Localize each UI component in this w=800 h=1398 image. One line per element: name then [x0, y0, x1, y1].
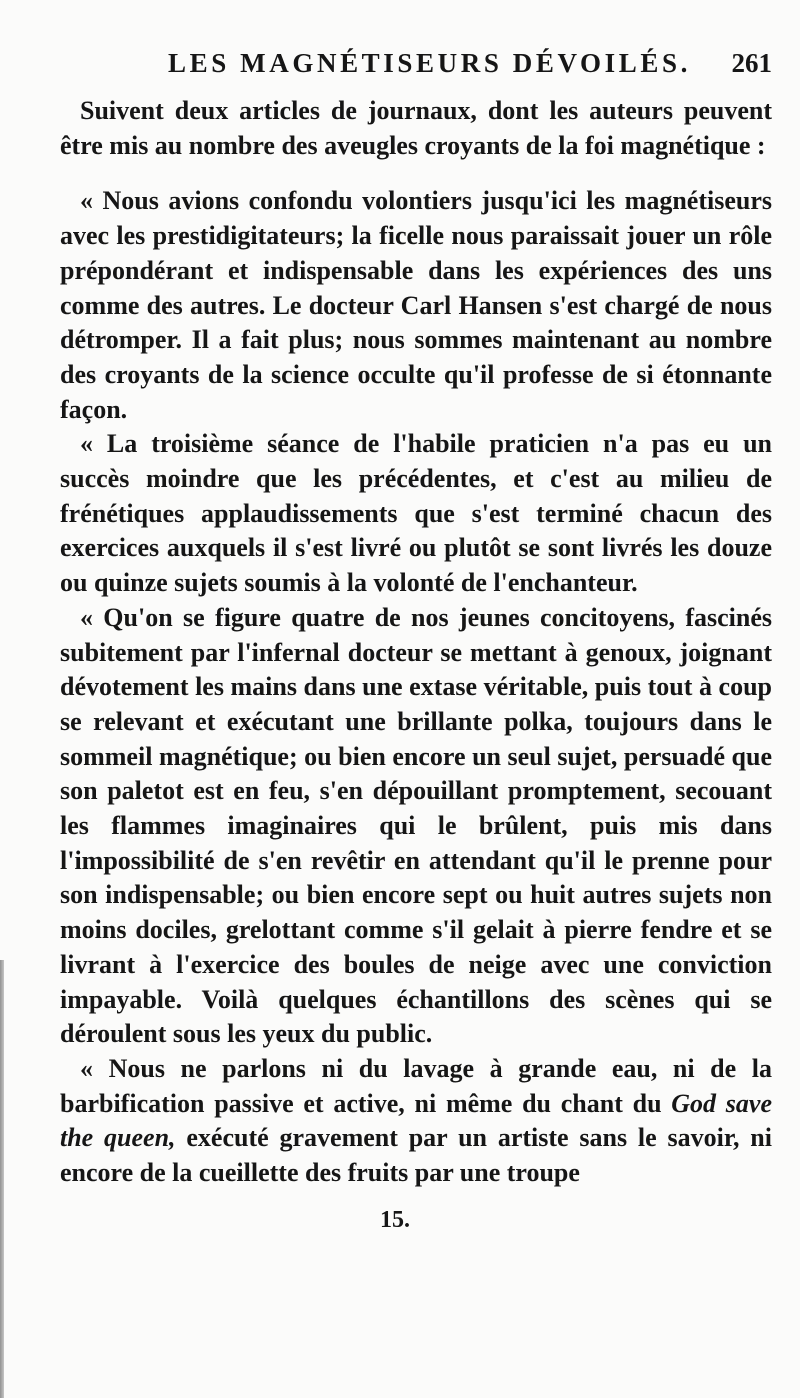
paragraph-quote-1: « Nous avions confondu volontiers jusqu'ici les magnétiseurs avec les prestidigitateurs; la ficelle nous paraissait jouer un rôle prépondérant et indispensable dans les expériences des uns comme des autres. Le docteur Carl Hansen s'est chargé de nous détromper. Il a fait plus; nous sommes maintenant au nombre des croyants de la science occulte qu'il professe de si étonnante façon. — [60, 186, 772, 424]
song-title: God save the queen, — [60, 1088, 772, 1153]
page-edge-shadow — [0, 960, 4, 1398]
body-text — [60, 94, 772, 1191]
paragraph-quote-4 — [60, 1052, 772, 1191]
paragraph-quote-2: « La troisième séance de l'habile praticien n'a pas eu un succès moindre que les précédentes, et c'est au milieu de frénétiques applaudissements que s'est terminé chacun des exercices auxquels il s'est livré ou plutôt se sont livrés les douze ou quinze sujets soumis à la volonté de l'enchanteur. — [60, 429, 772, 598]
paragraph-intro: Suivent deux articles de journaux, dont les auteurs peuvent être mis au nombre des aveugles croyants de la foi magnétique : — [60, 96, 772, 160]
signature-mark: 15. — [380, 1207, 410, 1233]
running-title: LES MAGNÉTISEURS DÉVOILÉS. — [168, 48, 691, 78]
page-number: 261 — [731, 48, 772, 78]
paragraph-quote-3: « Qu'on se figure quatre de nos jeunes concitoyens, fascinés subitement par l'infernal docteur se mettant à genoux, joignant dévotement les mains dans une extase véritable, puis tout à coup se relevant et exécutant une brillante polka, toujours dans le sommeil magnétique; ou bien encore un seul sujet, persuadé que son paletot est en feu, s'en dépouillant promptement, secouant les flammes imaginaires qui le brûlent, puis mis dans l'impossibilité de s'en revêtir en attendant qu'il le prenne pour son indispensable; ou bien encore sept ou huit autres sujets non moins dociles, grelottant comme s'il gelait à pierre fendre et se livrant à l'exercice des boules de neige avec une conviction impayable. Voilà quelques échantillons des scènes qui se déroulent sous les yeux du public. — [60, 602, 772, 1049]
paragraph-quote-4-end: exécuté gravement par un artiste sans le savoir, ni encore de la cueillette des fruits par une troupe — [60, 1123, 772, 1188]
paragraph-quote-4-start: « Nous ne parlons ni du lavage à grande eau, ni de la barbification passive et active, ni même du chant du — [60, 1053, 772, 1118]
running-head — [60, 48, 772, 88]
